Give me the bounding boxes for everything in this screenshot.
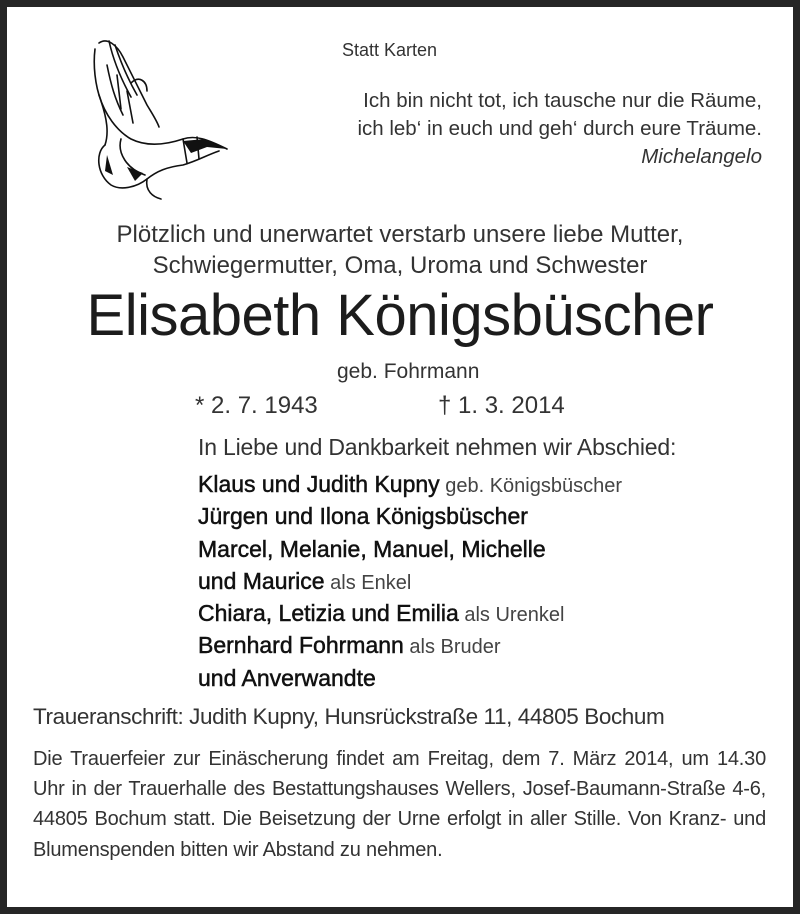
obituary-card bbox=[7, 7, 793, 907]
mourner-names: und Anverwandte bbox=[198, 664, 376, 691]
quote-line-2: ich leb‘ in euch und geh‘ durch eure Träume. bbox=[357, 117, 762, 140]
birth-date: * 2. 7. 1943 bbox=[195, 392, 318, 419]
mourning-address: Traueranschrift: Judith Kupny, Hunsrückstraße 11, 44805 Bochum bbox=[33, 704, 665, 729]
mourners-list bbox=[198, 469, 622, 695]
born-name: geb. Fohrmann bbox=[337, 360, 480, 383]
farewell-text: In Liebe und Dankbarkeit nehmen wir Abschied: bbox=[198, 434, 677, 460]
mourner-note: geb. Königsbüscher bbox=[439, 475, 623, 497]
mourner-names: Jürgen und Ilona Königsbüscher bbox=[198, 503, 528, 530]
death-date: † 1. 3. 2014 bbox=[438, 392, 565, 419]
mourner-note: als Urenkel bbox=[458, 604, 565, 627]
mourner-names: Klaus und Judith Kupny bbox=[198, 471, 440, 497]
mourner-names: Chiara, Letizia und Emilia bbox=[198, 600, 459, 627]
intro-line-2: Schwiegermutter, Oma, Uroma und Schwester bbox=[152, 252, 648, 279]
praying-hands-icon bbox=[87, 35, 232, 205]
mourner-row bbox=[198, 630, 622, 662]
quote-line-1: Ich bin nicht tot, ich tausche nur die Räume, bbox=[363, 89, 762, 112]
mourner-note: als Enkel bbox=[324, 571, 412, 594]
mourner-row bbox=[198, 598, 622, 630]
quote-author: Michelangelo bbox=[641, 145, 762, 168]
mourner-row bbox=[198, 663, 622, 695]
intro-line-1: Plötzlich und unerwartet verstarb unsere liebe Mutter, bbox=[116, 221, 684, 248]
mourner-names: und Maurice bbox=[198, 567, 325, 594]
mourner-note: als Bruder bbox=[403, 636, 501, 659]
mourner-row bbox=[198, 534, 622, 566]
intro-text bbox=[7, 219, 793, 281]
deceased-name: Elisabeth Königsbüscher bbox=[86, 283, 714, 348]
mourner-row bbox=[198, 566, 622, 598]
service-details: Die Trauerfeier zur Einäscherung findet am Freitag, dem 7. März 2014, um 14.30 Uhr in der Trauerhalle des Bestattungshauses Wellers, Josef-Baumann-Straße 4-6, 44805 Bochum statt. Die Beisetzung der Urne erfolgt in aller Stille. Von Kranz- und Blumenspenden bitten wir Abstand zu nehmen. bbox=[33, 748, 766, 861]
mourner-names: Marcel, Melanie, Manuel, Michelle bbox=[198, 535, 546, 562]
mourner-names: Bernhard Fohrmann bbox=[198, 632, 404, 659]
mourner-row bbox=[198, 469, 622, 501]
mourner-row bbox=[198, 501, 622, 533]
quote bbox=[357, 87, 762, 171]
statt-karten-label: Statt Karten bbox=[342, 40, 438, 60]
